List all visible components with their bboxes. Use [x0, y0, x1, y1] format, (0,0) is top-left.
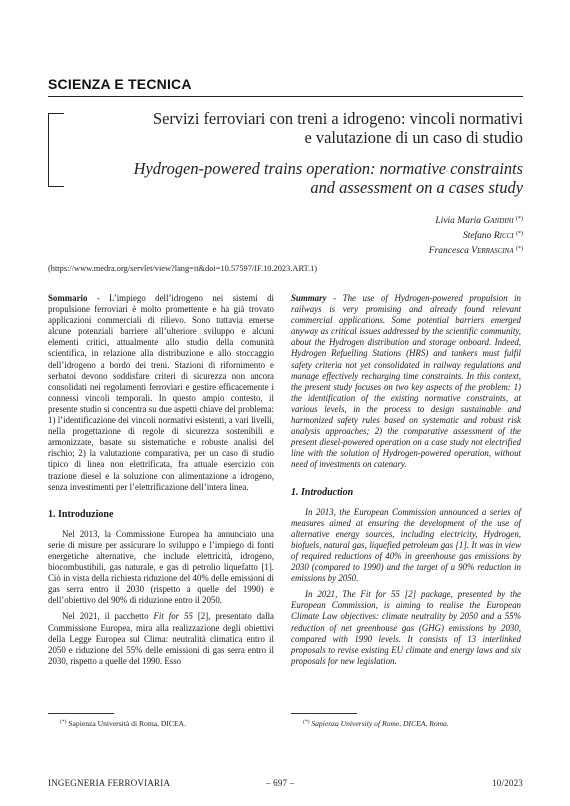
footer-issue: 10/2023 — [492, 778, 523, 788]
footnote-mark: (*) — [303, 719, 310, 725]
author-last-name: Verrascina — [471, 246, 514, 256]
author-first-name: Stefano — [462, 231, 494, 241]
title-english — [83, 159, 523, 197]
author-last-name: Ricci — [493, 231, 514, 241]
introduzione-paragraph-1: Nel 2013, la Commissione Europea ha annunciato una serie di misure per assicurare lo sviluppo e l’impiego di fonti energetiche alternative, che include elettricità, idrogeno, biocombustibili, gas naturale, e gas di petrolio liquefatto [1]. Ciò in vista della richiesta riduzione del 40% delle emissioni di gas serra entro il 2030 (rispetto a quelle del 1990) e dell’obiettivo del 90% di riduzione entro il 2050. — [48, 528, 274, 606]
introduzione-heading: 1. Introduzione — [48, 508, 114, 520]
author-first-name: Livia Maria — [435, 216, 484, 226]
italian-column — [48, 293, 274, 672]
footnote-rule — [291, 713, 357, 714]
footnote-text: Sapienza University of Rome, DICEA, Roma. — [309, 719, 449, 728]
title-english-line-2: and assessment on a cases study — [310, 178, 523, 197]
footnote-english — [303, 719, 449, 728]
author — [429, 243, 523, 258]
introduction-heading: 1. Introduction — [291, 486, 354, 498]
affiliation-mark: (*) — [516, 216, 523, 222]
title-italian — [103, 109, 523, 147]
footer-page-number: – 697 – — [266, 778, 295, 788]
sommario-text: - L’impiego dell’idrogeno nei sistemi di propulsione ferroviari è molto promettente e ha già trovato applicazioni commerciali di rilievo. Sono tuttavia emerse alcune potenziali barriere all’ulteriore sviluppo e alcuni elementi critici, attualmente allo studio della comunità scientifica, in relazione alla distribuzione e allo stoccaggio dell’idrogeno a bordo dei treni. Stazioni di rifornimento e serbatoi devono soddisfare criteri di sicurezza non ancora consolidati nei regolamenti ferroviari e gestire efficacemente i connessi vincoli temporali. In questo ampio contesto, il presente studio si concentra su due aspetti chiave del problema: 1) l’identificazione dei vincoli normativi esistenti, a vari livelli, nella progettazione di regole di sicurezza sostenibili e armonizzate, basate su sistematiche e robuste analisi del rischio; 2) la valutazione comparativa, per un caso di studio tipico di linea non elettrificata, fra attuale esercizio con trazione diesel e la soluzione con alimentazione a idrogeno, senza investimenti per l’elettrificazione dell’intera linea. — [48, 293, 274, 492]
english-column — [291, 293, 521, 672]
summary-paragraph — [291, 293, 521, 471]
author-last-name: Gandini — [483, 216, 514, 226]
author-first-name: Francesca — [428, 246, 472, 256]
affiliation-mark: (*) — [516, 246, 523, 252]
summary-label: Summary — [291, 293, 327, 303]
paragraph-text: Nel 2021, il pacchetto — [62, 611, 154, 622]
title-italian-line-2: e valutazione di un caso di studio — [304, 128, 523, 147]
summary-text: - The use of Hydrogen-powered propulsion in railways is very promising and already found relevant commercial applications. Some potential barriers emerged anyway as critical issues addressed by the scientific community, about the Hydrogen distribution and storage onboard. Indeed, Hydrogen Refuelling Stations (HRS) and tankers must fulfil safety criteria not yet consolidated in railway regulations and manage effectively recharging time constraints. In this context, the present study focuses on two key aspects of the problem: 1) the identification of the existing normative constraints, at various levels, in the process to design sustainable and harmonized safety rules based on systematic and robust risk analysis approaches; 2) the comparative assessment of the present diesel-powered operation on a case study not electrified line with the solution of Hydrogen-powered operation, without need of investments on catenary. — [291, 293, 521, 470]
author — [429, 228, 523, 243]
paragraph-text: [2], presentato dalla Commissione Europea, mira alla realizzazione degli obiettivi della Legge Europea sul Clima: neutralità climatica entro il 2050 e riduzione del 55% delle emissioni di gas serra entro il 2030, rispetto a quelle del 1990. Esso — [48, 611, 274, 666]
affiliation-mark: (*) — [516, 231, 523, 237]
introduzione-paragraph-2 — [48, 611, 274, 666]
footer-journal: INGEGNERIA FERROVIARIA — [48, 778, 171, 788]
footnote-text: Sapienza Università di Roma, DICEA. — [66, 719, 186, 728]
footnote-rule — [48, 713, 114, 714]
title-english-line-1: Hydrogen-powered trains operation: normative constraints — [133, 159, 523, 178]
fit-for-55-term: Fit for 55 — [153, 611, 193, 622]
title-italian-line-1: Servizi ferroviari con treni a idrogeno: vincoli normativi — [152, 109, 523, 128]
sommario-label: Sommario — [48, 293, 88, 303]
footnote-italian — [60, 719, 186, 728]
introduction-paragraph-1: In 2013, the European Commission announced a series of measures aimed at ensuring the development of the use of alternative energy sources, including electricity, Hydrogen, biofuels, natural gas, liquefied petroleum gas [1]. It was in view of required reductions of 40% in greenhouse gas emissions by 2030 (compared to 1990) and the target of a 90% reduction in emissions by 2050. — [291, 506, 521, 584]
author — [429, 213, 523, 228]
header-rule — [48, 96, 523, 97]
title-bracket — [48, 113, 64, 187]
author-list — [429, 213, 523, 258]
footnote-mark: (*) — [60, 719, 67, 725]
doi-link[interactable]: (https://www.medra.org/servlet/view?lang=it&doi=10.57597/IF.10.2023.ART.1) — [48, 264, 318, 273]
sommario-paragraph — [48, 293, 274, 493]
section-header: SCIENZA E TECNICA — [48, 76, 192, 92]
introduction-paragraph-2: In 2021, The Fit for 55 [2] package, presented by the European Commission, is aiming to realise the European Climate Law objectives: climate neutrality by 2050 and a 55% reduction of net greenhouse gas (GHG) emissions by 2030, compared with 1990 levels. It consists of 13 interlinked proposals to revise existing EU climate and energy laws and six proposals for new legislation. — [291, 589, 521, 666]
